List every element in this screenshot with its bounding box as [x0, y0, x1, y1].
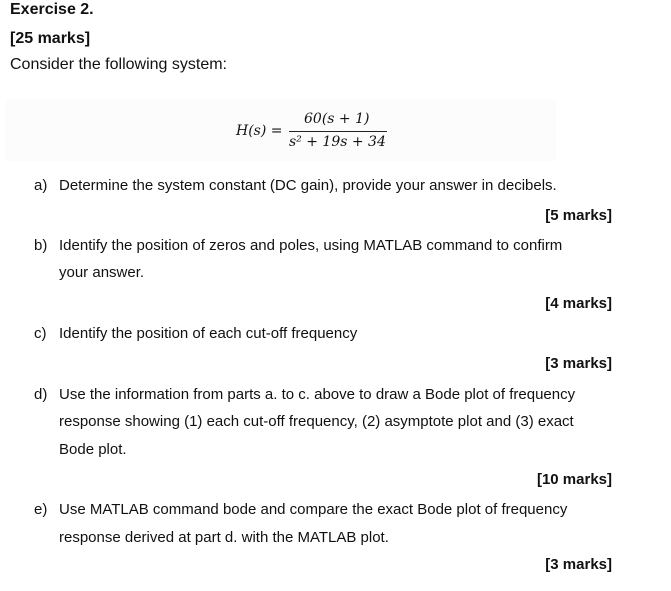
- question-b-label: b): [34, 237, 48, 254]
- question-c-label: c): [34, 325, 47, 342]
- question-d-label: d): [34, 386, 48, 403]
- question-e-text-line1: Use MATLAB command bode and compare the exact Bode plot of frequency: [59, 501, 568, 518]
- question-b-text-line1: Identify the position of zeros and poles, using MATLAB command to confirm: [59, 237, 563, 254]
- equation-numerator: 60(s + 1): [304, 111, 370, 127]
- question-b-marks: [4 marks]: [545, 295, 612, 312]
- question-a-marks: [5 marks]: [545, 207, 612, 224]
- fraction-bar: [289, 131, 387, 132]
- question-d-marks: [10 marks]: [536, 471, 612, 488]
- exercise-title: Exercise 2.: [10, 1, 94, 18]
- question-a-text: Determine the system constant (DC gain), provide your answer in decibels.: [59, 177, 557, 194]
- question-e-label: e): [34, 501, 48, 518]
- equation-denominator: s² + 19s + 34: [289, 134, 386, 150]
- question-d-text-line1: Use the information from parts a. to c. above to draw a Bode plot of frequency: [59, 386, 576, 403]
- question-d-text-line2: response showing (1) each cut-off frequency, (2) asymptote plot and (3) exact: [59, 413, 574, 430]
- question-b-text-line2: your answer.: [59, 264, 145, 281]
- question-c-text: Identify the position of each cut-off frequency: [59, 325, 358, 342]
- total-marks: [25 marks]: [10, 30, 91, 47]
- intro-text: Consider the following system:: [10, 56, 227, 73]
- question-a-label: a): [34, 177, 48, 194]
- question-d-text-line3: Bode plot.: [59, 441, 127, 458]
- question-e-marks: [3 marks]: [545, 556, 612, 573]
- equation-lhs: H(s) =: [236, 123, 283, 139]
- question-c-marks: [3 marks]: [545, 355, 612, 372]
- question-e-text-line2: response derived at part d. with the MATLAB plot.: [59, 529, 389, 546]
